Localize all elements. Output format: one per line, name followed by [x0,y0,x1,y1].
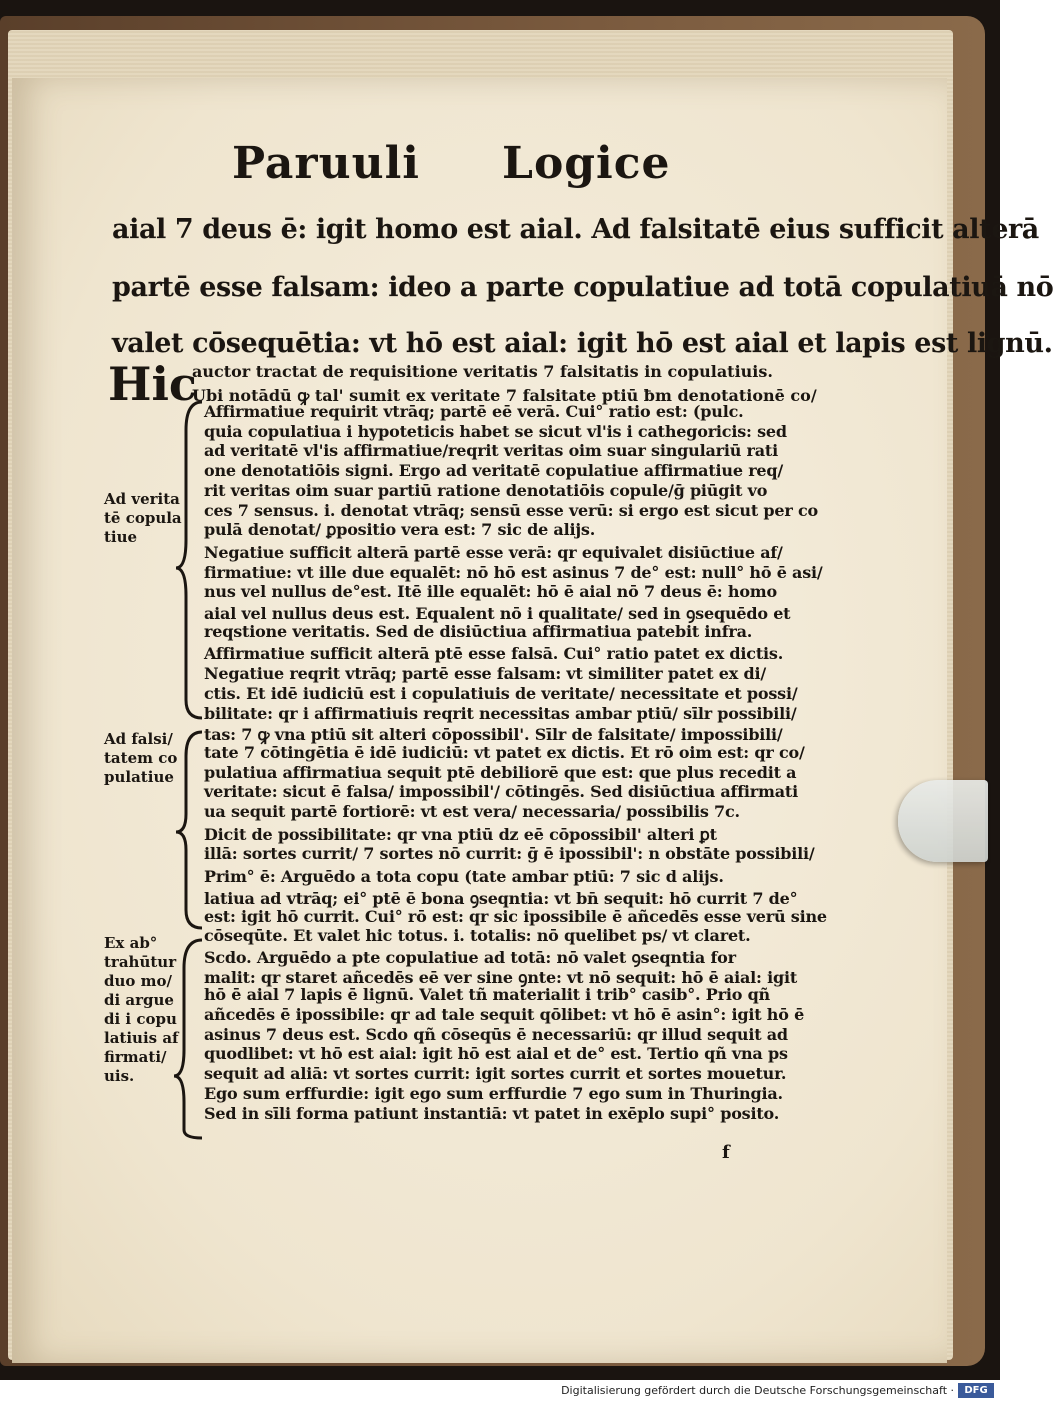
top-line: aial 7 deus ē: igit homo est aial. Ad falsitatē eius sufficit alterā [112,214,1039,245]
margin-note: Ad verita tē copula tiue [104,490,182,546]
body-line: asinus 7 deus est. Scdo qñ cōseqūs ē necessariū: qr illud sequit ad [204,1024,788,1044]
book-page [12,78,1053,1363]
signature-mark: f [722,1142,730,1163]
body-line: bilitate: qr i affirmatiuis reqrit necessitas ambar ptiū/ sīlr possibili/ [204,703,797,723]
footer-credit: Digitalisierung gefördert durch die Deutsche Forschungsgemeinschaft · [561,1384,954,1397]
body-line: rit veritas oim suar partiū ratione denotatiōis copule/ḡ piūgit vo [204,480,768,500]
body-line: quia copulatiua i hypoteticis habet se sicut vl'is i cathegoricis: sed [204,421,787,441]
header-left: Paruuli [232,138,421,189]
body-line: Prim° ē: Arguēdo a tota copu (tate ambar ptiū: 7 sic d alijs. [204,867,724,887]
body-line: latiua ad vtrāq; ei° ptē ē bona ꝯseqntia: vt bn̄ sequit: hō currit 7 de° [204,888,798,908]
body-line: est: igit hō currit. Cui° rō est: qr sic ipossibile ē añcedēs esse verū sine [204,906,827,926]
body-line: añcedēs ē ipossibile: qr ad tale sequit qōlibet: vt hō ē asin°: igit hō ē [204,1005,805,1024]
body-line: one denotatiōis signi. Ergo ad veritatē copulatiue affirmatiue req/ [204,461,784,481]
body-line: tate 7 cōtingētia ē idē iudiciū: vt patet ex dictis. Et rō oim est: qr co/ [204,742,805,762]
body-line: Ego sum erffurdie: igit ego sum erffurdie 7 ego sum in Thuringia. [204,1083,783,1103]
body-line: malit: qr staret añcedēs eē ver sine ꝯnte: vt nō sequit: hō ē aial: igit [204,967,798,987]
body-line: sequit ad aliā: vt sortes currit: igit sortes currit et sortes mouetur. [204,1064,787,1084]
running-header [232,138,672,198]
body-line: pulā denotat/ ꝑpositio vera est: 7 sic de alijs. [204,520,596,540]
body-line: quodlibet: vt hō est aial: igit hō est aial et de° est. Tertio qñ vna ps [204,1044,788,1064]
margin-note: Ex ab° trahūtur duo mo/ di argue di i copu latiuis af firmati/ uis. [104,934,179,1085]
body-line: ad veritatē vl'is affirmatiue/reqrit veritas oim suar singulariū rati [204,441,779,461]
body-line: tas: 7 ꝙ vna ptiū sit alteri cōpossibil'. Sīlr de falsitate/ impossibili/ [204,725,783,745]
margin-note: Ad falsi/ tatem co pulatiue [104,730,178,786]
bracket-lines [172,400,206,1140]
body-line: Dicit de possibilitate: qr vna ptiū dz eē cōpossibil' alteri ꝑt [204,824,717,844]
body-line: reqstione veritatis. Sed de disiūctiua affirmatiua patebit infra. [204,621,753,641]
top-line: valet cōsequētia: vt hō est aial: igit hō est aial et lapis est lignū. [112,328,1053,359]
body-line: Sed in sīli forma patiunt instantiā: vt patet in exēplo supi° posito. [204,1103,780,1123]
initial-word: Hic [108,357,197,411]
intro-line: Ubi notādū ꝙ tal' sumit ex veritate 7 falsitate ptiū ƀm denotationē co/ [192,386,817,405]
body-line: ces 7 sensus. i. denotat vtrāq; sensū esse verū: si ergo est sicut per co [204,500,819,520]
body-line: Scdo. Arguēdo a pte copulatiue ad totā: nō valet ꝯseqntia for [204,947,736,967]
body-line: Negatiue sufficit alterā partē esse verā: qr equivalet disiūctiue af/ [204,542,783,562]
body-line: ua sequit partē fortiorē: vt est vera/ necessaria/ possibilis 7c. [204,802,740,821]
body-line: Affirmatiue sufficit alterā ptē esse falsā. Cui° ratio patet ex dictis. [204,644,784,664]
dfg-logo: DFG [958,1383,994,1398]
body-line: aial vel nullus deus est. Equalent nō i qualitate/ sed in ꝯsequēdo et [204,604,791,623]
footer-bar [0,1380,1000,1402]
body-line: pulatiua affirmatiua sequit ptē debiliorē que est: que plus recedit a [204,762,797,782]
body-line: Affirmatiue requirit vtrāq; partē eē verā. Cui° ratio est: (pulc. [204,402,744,421]
intro-line: auctor tractat de requisitione veritatis 7 falsitatis in copulatiuis. [192,362,773,381]
body-line: veritate: sicut ē falsa/ impossibil'/ cōtingēs. Sed disiūctiua affirmati [204,782,798,802]
body-line: nus vel nullus de°est. Itē ille equalēt: hō ē aial nō 7 deus ē: homo [204,582,777,602]
top-line: partē esse falsam: ideo a parte copulatiue ad totā copulatiuā nō [112,272,1053,303]
body-line: illā: sortes currit/ 7 sortes nō currit: ḡ ē ipossibil': n obstāte possibili/ [204,844,815,864]
page-clip [898,780,988,862]
header-right: Logice [502,138,671,189]
body-line: firmatiue: vt ille due equalēt: nō hō est asinus 7 de° est: null° hō ē asi/ [204,562,823,582]
body-line: cōseqūte. Et valet hic totus. i. totalis: nō quelibet ps/ vt claret. [204,926,751,946]
body-line: hō ē aial 7 lapis ē lignū. Valet tñ materialit i trib° casib°. Prio qñ [204,985,770,1005]
body-line: ctis. Et idē iudiciū est i copulatiuis de veritate/ necessitate et possi/ [204,683,798,703]
body-line: Negatiue reqrit vtrāq; partē esse falsam: vt similiter patet ex di/ [204,664,766,684]
